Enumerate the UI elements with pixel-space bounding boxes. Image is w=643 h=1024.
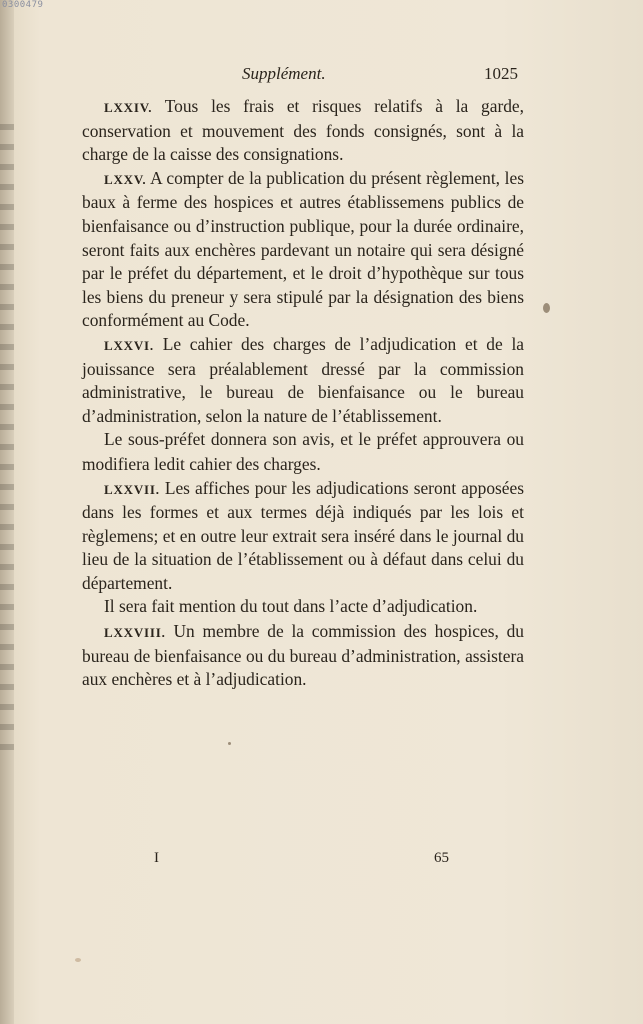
ink-spot (543, 303, 550, 313)
page-footer (82, 850, 522, 870)
article-numeral: LXXVI. (104, 337, 154, 353)
signature-mark: 65 (434, 850, 449, 866)
paragraph-text: Un membre de la commission des hospices, du bureau de bienfaisance ou du bureau d’administration, assistera aux enchères et à l’adjudication. (82, 621, 524, 690)
article-numeral: LXXVII. (104, 481, 160, 497)
article-paragraph (82, 95, 524, 167)
article-paragraph (82, 477, 524, 596)
article-paragraph (82, 167, 524, 333)
ink-spot (228, 742, 231, 745)
paragraph-text: Les affiches pour les adjudications seront apposées dans les formes et aux termes déjà indiqués par les lois et règlemens; et en outre leur extrait sera inséré dans le journal du lieu de la situation de l’établissement ou à défaut dans celui du département. (82, 477, 524, 593)
article-numeral: LXXVIII. (104, 625, 166, 641)
article-paragraph (82, 595, 524, 620)
article-paragraph (82, 428, 524, 476)
library-stamp: 0300479 (2, 0, 44, 10)
text-block (82, 95, 524, 692)
article-numeral: LXXIV. (104, 100, 153, 115)
facing-page-bleed (0, 110, 14, 750)
article-paragraph (82, 333, 524, 428)
paragraph-text: Le sous-préfet donnera son avis, et le préfet approuvera ou modifiera ledit cahier des charges. (82, 429, 524, 474)
page-number: 1025 (484, 64, 518, 83)
ink-spot (75, 958, 81, 962)
article-paragraph (82, 620, 524, 692)
paragraph-text: Tous les frais et risques relatifs à la garde, conservation et mouvement des fonds consignés, sont à la charge de la caisse des consignations. (82, 96, 524, 165)
running-header (82, 64, 522, 88)
article-numeral: LXXV. (104, 171, 147, 187)
paragraph-text: Il sera fait mention du tout dans l’acte d’adjudication. (104, 596, 478, 617)
signature-mark: I (154, 850, 159, 866)
running-title: Supplément. (242, 64, 326, 83)
paragraph-text: A compter de la publication du présent règlement, les baux à ferme des hospices et autres établissemens publics de bienfaisance ou d’instruction publique, pour la durée ordinaire, seront faits aux enchères pardevant un notaire qui sera désigné par le préfet du département, et le droit d’hypothèque sur tous les biens du preneur y sera stipulé par la désignation des biens conformément au Code. (82, 167, 524, 331)
paragraph-text: Le cahier des charges de l’adjudication et de la jouissance sera préalablement dressé par la commission administrative, le bureau de bienfaisance ou le bureau d’administration, selon la nature de l’établissement. (82, 333, 524, 426)
